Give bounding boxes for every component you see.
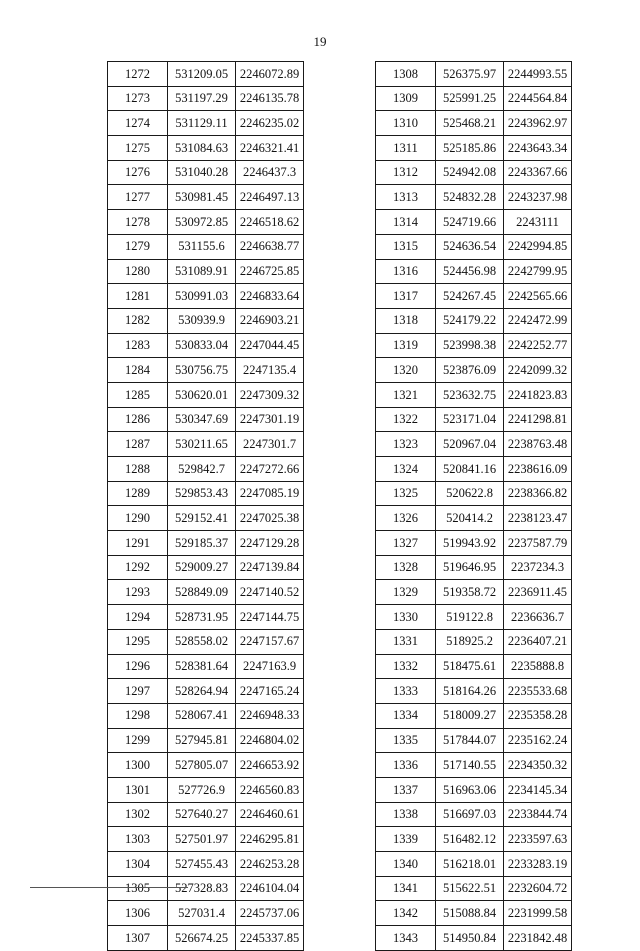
table-row (108, 777, 304, 802)
point-number-cell: 1315 (376, 234, 436, 259)
table-row (108, 802, 304, 827)
table-row (376, 531, 572, 556)
x-coordinate-cell: 531129.11 (168, 111, 236, 136)
y-coordinate-cell: 2247025.38 (236, 506, 304, 531)
table-row (376, 62, 572, 87)
table-row (108, 753, 304, 778)
point-number-cell: 1322 (376, 407, 436, 432)
table-row (108, 333, 304, 358)
y-coordinate-cell: 2246948.33 (236, 703, 304, 728)
x-coordinate-cell: 529009.27 (168, 555, 236, 580)
x-coordinate-cell: 520967.04 (436, 432, 504, 457)
y-coordinate-cell: 2235358.28 (504, 703, 572, 728)
table-row (376, 308, 572, 333)
y-coordinate-cell: 2247301.19 (236, 407, 304, 432)
point-number-cell: 1273 (108, 86, 168, 111)
y-coordinate-cell: 2238616.09 (504, 457, 572, 482)
point-number-cell: 1336 (376, 753, 436, 778)
point-number-cell: 1334 (376, 703, 436, 728)
table-row (108, 62, 304, 87)
point-number-cell: 1280 (108, 259, 168, 284)
y-coordinate-cell: 2243237.98 (504, 185, 572, 210)
table-row (108, 432, 304, 457)
point-number-cell: 1277 (108, 185, 168, 210)
y-coordinate-cell: 2235533.68 (504, 679, 572, 704)
point-number-cell: 1292 (108, 555, 168, 580)
y-coordinate-cell: 2242252.77 (504, 333, 572, 358)
table-row (108, 457, 304, 482)
point-number-cell: 1283 (108, 333, 168, 358)
point-number-cell: 1286 (108, 407, 168, 432)
point-number-cell: 1297 (108, 679, 168, 704)
point-number-cell: 1318 (376, 308, 436, 333)
y-coordinate-cell: 2246518.62 (236, 210, 304, 235)
y-coordinate-cell: 2246638.77 (236, 234, 304, 259)
table-row (108, 358, 304, 383)
point-number-cell: 1275 (108, 136, 168, 161)
x-coordinate-cell: 527640.27 (168, 802, 236, 827)
x-coordinate-cell: 520414.2 (436, 506, 504, 531)
table-row (376, 777, 572, 802)
table-row (376, 876, 572, 901)
x-coordinate-cell: 520622.8 (436, 481, 504, 506)
point-number-cell: 1290 (108, 506, 168, 531)
table-row (376, 580, 572, 605)
y-coordinate-cell: 2247139.84 (236, 555, 304, 580)
y-coordinate-cell: 2246295.81 (236, 827, 304, 852)
point-number-cell: 1312 (376, 160, 436, 185)
y-coordinate-cell: 2242565.66 (504, 284, 572, 309)
y-coordinate-cell: 2246235.02 (236, 111, 304, 136)
point-number-cell: 1323 (376, 432, 436, 457)
y-coordinate-cell: 2237234.3 (504, 555, 572, 580)
x-coordinate-cell: 528731.95 (168, 605, 236, 630)
y-coordinate-cell: 2247135.4 (236, 358, 304, 383)
table-row (108, 86, 304, 111)
table-row (376, 382, 572, 407)
table-row (376, 136, 572, 161)
y-coordinate-cell: 2246560.83 (236, 777, 304, 802)
point-number-cell: 1303 (108, 827, 168, 852)
point-number-cell: 1317 (376, 284, 436, 309)
footnote-divider (30, 887, 188, 888)
x-coordinate-cell: 524942.08 (436, 160, 504, 185)
y-coordinate-cell: 2242799.95 (504, 259, 572, 284)
table-row (376, 358, 572, 383)
point-number-cell: 1274 (108, 111, 168, 136)
x-coordinate-cell: 516218.01 (436, 852, 504, 877)
point-number-cell: 1306 (108, 901, 168, 926)
table-row (376, 457, 572, 482)
table-row (108, 284, 304, 309)
point-number-cell: 1298 (108, 703, 168, 728)
y-coordinate-cell: 2243962.97 (504, 111, 572, 136)
y-coordinate-cell: 2234350.32 (504, 753, 572, 778)
point-number-cell: 1331 (376, 629, 436, 654)
y-coordinate-cell: 2242472.99 (504, 308, 572, 333)
y-coordinate-cell: 2238366.82 (504, 481, 572, 506)
point-number-cell: 1340 (376, 852, 436, 877)
y-coordinate-cell: 2235162.24 (504, 728, 572, 753)
table-row (376, 901, 572, 926)
x-coordinate-cell: 528849.09 (168, 580, 236, 605)
point-number-cell: 1307 (108, 926, 168, 951)
point-number-cell: 1284 (108, 358, 168, 383)
y-coordinate-cell: 2231999.58 (504, 901, 572, 926)
y-coordinate-cell: 2235888.8 (504, 654, 572, 679)
y-coordinate-cell: 2242099.32 (504, 358, 572, 383)
point-number-cell: 1294 (108, 605, 168, 630)
table-row (376, 728, 572, 753)
table-row (376, 605, 572, 630)
y-coordinate-cell: 2246104.04 (236, 876, 304, 901)
point-number-cell: 1330 (376, 605, 436, 630)
point-number-cell: 1310 (376, 111, 436, 136)
y-coordinate-cell: 2234145.34 (504, 777, 572, 802)
point-number-cell: 1305 (108, 876, 168, 901)
table-row (108, 531, 304, 556)
y-coordinate-cell: 2245337.85 (236, 926, 304, 951)
y-coordinate-cell: 2242994.85 (504, 234, 572, 259)
table-row (108, 654, 304, 679)
table-row (376, 259, 572, 284)
point-number-cell: 1324 (376, 457, 436, 482)
point-number-cell: 1321 (376, 382, 436, 407)
point-number-cell: 1339 (376, 827, 436, 852)
x-coordinate-cell: 514950.84 (436, 926, 504, 951)
table-row (376, 407, 572, 432)
point-number-cell: 1301 (108, 777, 168, 802)
x-coordinate-cell: 519358.72 (436, 580, 504, 605)
x-coordinate-cell: 531040.28 (168, 160, 236, 185)
y-coordinate-cell: 2247157.67 (236, 629, 304, 654)
x-coordinate-cell: 525468.21 (436, 111, 504, 136)
x-coordinate-cell: 527455.43 (168, 852, 236, 877)
x-coordinate-cell: 518009.27 (436, 703, 504, 728)
x-coordinate-cell: 527726.9 (168, 777, 236, 802)
x-coordinate-cell: 524832.28 (436, 185, 504, 210)
table-row (108, 703, 304, 728)
y-coordinate-cell: 2243367.66 (504, 160, 572, 185)
y-coordinate-cell: 2247163.9 (236, 654, 304, 679)
x-coordinate-cell: 516482.12 (436, 827, 504, 852)
y-coordinate-cell: 2232604.72 (504, 876, 572, 901)
y-coordinate-cell: 2246321.41 (236, 136, 304, 161)
point-number-cell: 1288 (108, 457, 168, 482)
x-coordinate-cell: 526674.25 (168, 926, 236, 951)
x-coordinate-cell: 530620.01 (168, 382, 236, 407)
y-coordinate-cell: 2247301.7 (236, 432, 304, 457)
point-number-cell: 1272 (108, 62, 168, 87)
point-number-cell: 1328 (376, 555, 436, 580)
table-row (108, 852, 304, 877)
y-coordinate-cell: 2233844.74 (504, 802, 572, 827)
x-coordinate-cell: 518925.2 (436, 629, 504, 654)
point-number-cell: 1279 (108, 234, 168, 259)
point-number-cell: 1341 (376, 876, 436, 901)
point-number-cell: 1316 (376, 259, 436, 284)
x-coordinate-cell: 530972.85 (168, 210, 236, 235)
point-number-cell: 1299 (108, 728, 168, 753)
point-number-cell: 1302 (108, 802, 168, 827)
point-number-cell: 1342 (376, 901, 436, 926)
table-row (376, 234, 572, 259)
x-coordinate-cell: 529842.7 (168, 457, 236, 482)
y-coordinate-cell: 2246437.3 (236, 160, 304, 185)
table-row (376, 802, 572, 827)
y-coordinate-cell: 2238763.48 (504, 432, 572, 457)
y-coordinate-cell: 2245737.06 (236, 901, 304, 926)
y-coordinate-cell: 2243643.34 (504, 136, 572, 161)
table-row (376, 481, 572, 506)
coordinate-table-right (375, 61, 572, 951)
point-number-cell: 1281 (108, 284, 168, 309)
x-coordinate-cell: 524179.22 (436, 308, 504, 333)
table-row (108, 481, 304, 506)
y-coordinate-cell: 2247165.24 (236, 679, 304, 704)
y-coordinate-cell: 2247085.19 (236, 481, 304, 506)
x-coordinate-cell: 528381.64 (168, 654, 236, 679)
table-row (376, 284, 572, 309)
y-coordinate-cell: 2247272.66 (236, 457, 304, 482)
table-row (108, 506, 304, 531)
table-row (376, 160, 572, 185)
y-coordinate-cell: 2243111 (504, 210, 572, 235)
point-number-cell: 1314 (376, 210, 436, 235)
x-coordinate-cell: 523632.75 (436, 382, 504, 407)
y-coordinate-cell: 2247144.75 (236, 605, 304, 630)
point-number-cell: 1308 (376, 62, 436, 87)
table-row (376, 679, 572, 704)
point-number-cell: 1319 (376, 333, 436, 358)
x-coordinate-cell: 524719.66 (436, 210, 504, 235)
table-row (376, 926, 572, 951)
point-number-cell: 1293 (108, 580, 168, 605)
x-coordinate-cell: 515622.51 (436, 876, 504, 901)
x-coordinate-cell: 531089.91 (168, 259, 236, 284)
x-coordinate-cell: 525185.86 (436, 136, 504, 161)
table-row (376, 432, 572, 457)
y-coordinate-cell: 2246804.02 (236, 728, 304, 753)
point-number-cell: 1276 (108, 160, 168, 185)
point-number-cell: 1304 (108, 852, 168, 877)
y-coordinate-cell: 2246253.28 (236, 852, 304, 877)
point-number-cell: 1295 (108, 629, 168, 654)
point-number-cell: 1291 (108, 531, 168, 556)
y-coordinate-cell: 2244993.55 (504, 62, 572, 87)
x-coordinate-cell: 519646.95 (436, 555, 504, 580)
point-number-cell: 1338 (376, 802, 436, 827)
point-number-cell: 1333 (376, 679, 436, 704)
table-row (376, 827, 572, 852)
table-row (108, 259, 304, 284)
x-coordinate-cell: 531197.29 (168, 86, 236, 111)
x-coordinate-cell: 528067.41 (168, 703, 236, 728)
table-row (108, 160, 304, 185)
x-coordinate-cell: 527805.07 (168, 753, 236, 778)
y-coordinate-cell: 2233283.19 (504, 852, 572, 877)
y-coordinate-cell: 2236636.7 (504, 605, 572, 630)
x-coordinate-cell: 517844.07 (436, 728, 504, 753)
y-coordinate-cell: 2247140.52 (236, 580, 304, 605)
point-number-cell: 1309 (376, 86, 436, 111)
table-row (376, 555, 572, 580)
x-coordinate-cell: 531209.05 (168, 62, 236, 87)
y-coordinate-cell: 2237587.79 (504, 531, 572, 556)
point-number-cell: 1311 (376, 136, 436, 161)
x-coordinate-cell: 530991.03 (168, 284, 236, 309)
table-row (376, 753, 572, 778)
x-coordinate-cell: 527328.83 (168, 876, 236, 901)
table-row (108, 407, 304, 432)
coordinate-table-left (107, 61, 304, 951)
point-number-cell: 1329 (376, 580, 436, 605)
table-row (376, 333, 572, 358)
point-number-cell: 1327 (376, 531, 436, 556)
x-coordinate-cell: 526375.97 (436, 62, 504, 87)
y-coordinate-cell: 2231842.48 (504, 926, 572, 951)
table-row (376, 111, 572, 136)
x-coordinate-cell: 523876.09 (436, 358, 504, 383)
table-row (108, 111, 304, 136)
table-row (376, 629, 572, 654)
table-row (108, 605, 304, 630)
x-coordinate-cell: 529853.43 (168, 481, 236, 506)
point-number-cell: 1320 (376, 358, 436, 383)
x-coordinate-cell: 530833.04 (168, 333, 236, 358)
table-row (376, 506, 572, 531)
table-row (108, 629, 304, 654)
y-coordinate-cell: 2246135.78 (236, 86, 304, 111)
point-number-cell: 1337 (376, 777, 436, 802)
x-coordinate-cell: 519943.92 (436, 531, 504, 556)
page-number: 19 (313, 34, 327, 49)
point-number-cell: 1343 (376, 926, 436, 951)
table-row (108, 728, 304, 753)
y-coordinate-cell: 2246653.92 (236, 753, 304, 778)
point-number-cell: 1326 (376, 506, 436, 531)
table-row (108, 555, 304, 580)
x-coordinate-cell: 529185.37 (168, 531, 236, 556)
y-coordinate-cell: 2246497.13 (236, 185, 304, 210)
table-row (108, 580, 304, 605)
x-coordinate-cell: 516963.06 (436, 777, 504, 802)
table-row (376, 185, 572, 210)
y-coordinate-cell: 2247309.32 (236, 382, 304, 407)
x-coordinate-cell: 524267.45 (436, 284, 504, 309)
y-coordinate-cell: 2246460.61 (236, 802, 304, 827)
x-coordinate-cell: 520841.16 (436, 457, 504, 482)
y-coordinate-cell: 2247044.45 (236, 333, 304, 358)
x-coordinate-cell: 525991.25 (436, 86, 504, 111)
point-number-cell: 1313 (376, 185, 436, 210)
point-number-cell: 1278 (108, 210, 168, 235)
table-row (376, 654, 572, 679)
table-row (376, 210, 572, 235)
y-coordinate-cell: 2247129.28 (236, 531, 304, 556)
x-coordinate-cell: 527501.97 (168, 827, 236, 852)
x-coordinate-cell: 528264.94 (168, 679, 236, 704)
y-coordinate-cell: 2236911.45 (504, 580, 572, 605)
table-row (108, 234, 304, 259)
x-coordinate-cell: 524456.98 (436, 259, 504, 284)
y-coordinate-cell: 2238123.47 (504, 506, 572, 531)
table-row (108, 308, 304, 333)
x-coordinate-cell: 531155.6 (168, 234, 236, 259)
x-coordinate-cell: 528558.02 (168, 629, 236, 654)
x-coordinate-cell: 516697.03 (436, 802, 504, 827)
point-number-cell: 1282 (108, 308, 168, 333)
x-coordinate-cell: 529152.41 (168, 506, 236, 531)
x-coordinate-cell: 517140.55 (436, 753, 504, 778)
y-coordinate-cell: 2241823.83 (504, 382, 572, 407)
point-number-cell: 1325 (376, 481, 436, 506)
point-number-cell: 1285 (108, 382, 168, 407)
y-coordinate-cell: 2241298.81 (504, 407, 572, 432)
x-coordinate-cell: 518164.26 (436, 679, 504, 704)
table-row (376, 86, 572, 111)
table-row (108, 679, 304, 704)
point-number-cell: 1287 (108, 432, 168, 457)
x-coordinate-cell: 524636.54 (436, 234, 504, 259)
table-row (376, 852, 572, 877)
x-coordinate-cell: 527031.4 (168, 901, 236, 926)
point-number-cell: 1332 (376, 654, 436, 679)
x-coordinate-cell: 530939.9 (168, 308, 236, 333)
table-row (376, 703, 572, 728)
table-row (108, 210, 304, 235)
x-coordinate-cell: 531084.63 (168, 136, 236, 161)
point-number-cell: 1335 (376, 728, 436, 753)
table-row (108, 926, 304, 951)
x-coordinate-cell: 523171.04 (436, 407, 504, 432)
y-coordinate-cell: 2244564.84 (504, 86, 572, 111)
y-coordinate-cell: 2233597.63 (504, 827, 572, 852)
x-coordinate-cell: 518475.61 (436, 654, 504, 679)
table-row (108, 901, 304, 926)
y-coordinate-cell: 2246833.64 (236, 284, 304, 309)
y-coordinate-cell: 2246725.85 (236, 259, 304, 284)
x-coordinate-cell: 523998.38 (436, 333, 504, 358)
table-row (108, 136, 304, 161)
point-number-cell: 1296 (108, 654, 168, 679)
x-coordinate-cell: 530211.65 (168, 432, 236, 457)
x-coordinate-cell: 530347.69 (168, 407, 236, 432)
x-coordinate-cell: 530756.75 (168, 358, 236, 383)
table-row (108, 876, 304, 901)
y-coordinate-cell: 2236407.21 (504, 629, 572, 654)
x-coordinate-cell: 530981.45 (168, 185, 236, 210)
table-row (108, 382, 304, 407)
point-number-cell: 1289 (108, 481, 168, 506)
x-coordinate-cell: 519122.8 (436, 605, 504, 630)
x-coordinate-cell: 527945.81 (168, 728, 236, 753)
y-coordinate-cell: 2246903.21 (236, 308, 304, 333)
x-coordinate-cell: 515088.84 (436, 901, 504, 926)
point-number-cell: 1300 (108, 753, 168, 778)
table-row (108, 185, 304, 210)
table-row (108, 827, 304, 852)
y-coordinate-cell: 2246072.89 (236, 62, 304, 87)
